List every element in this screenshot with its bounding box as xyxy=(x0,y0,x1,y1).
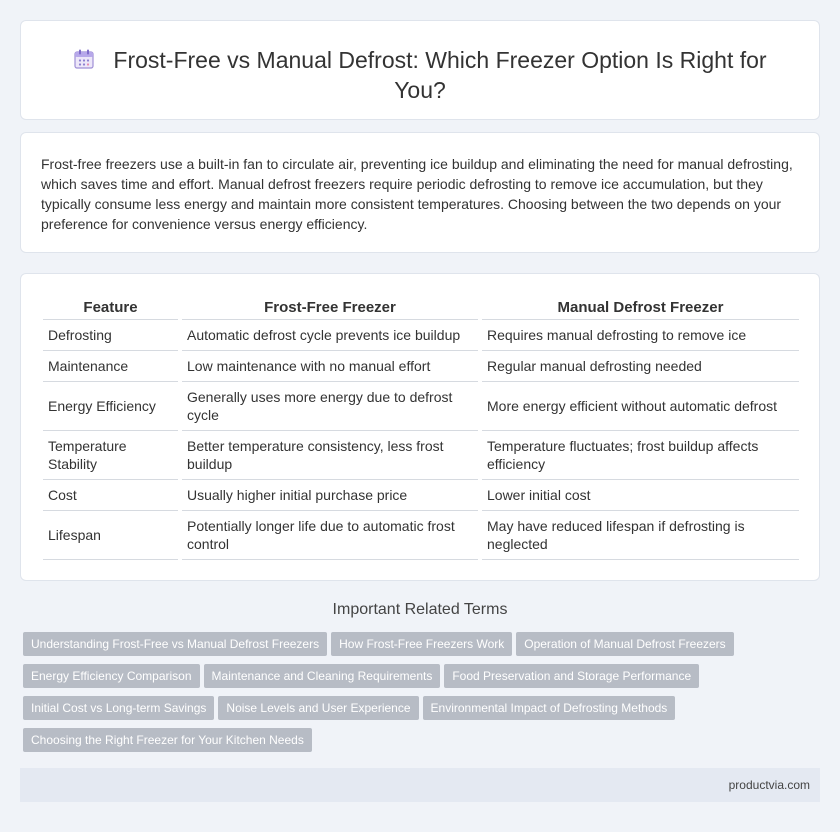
table-cell: Low maintenance with no manual effort xyxy=(182,351,478,382)
table-row xyxy=(43,511,799,560)
page-title: Frost-Free vs Manual Defrost: Which Freezer Option Is Right for You? xyxy=(113,47,767,103)
intro-paragraph: Frost-free freezers use a built-in fan to circulate air, preventing ice buildup and eliminating the need for manual defrosting, which saves time and effort. Manual defrost freezers require periodic defrosting to remove ice accumulation, but they typically consume less energy and maintain more consistent temperatures. Choosing between the two depends on your preference for convenience versus energy efficiency. xyxy=(41,156,793,232)
comparison-table xyxy=(43,296,799,560)
table-row xyxy=(43,431,799,480)
table-cell: Automatic defrost cycle prevents ice buildup xyxy=(182,320,478,351)
related-term-tag[interactable]: Choosing the Right Freezer for Your Kitchen Needs xyxy=(23,728,312,752)
related-term-tag[interactable]: Food Preservation and Storage Performance xyxy=(444,664,699,688)
table-cell: Temperature fluctuates; frost buildup affects efficiency xyxy=(482,431,799,480)
related-term-tag[interactable]: Understanding Frost-Free vs Manual Defrost Freezers xyxy=(23,632,327,656)
intro-card xyxy=(20,132,820,253)
table-cell: Temperature Stability xyxy=(43,431,178,480)
table-cell: Generally uses more energy due to defrost cycle xyxy=(182,382,478,431)
table-row xyxy=(43,320,799,351)
related-term-tag[interactable]: Energy Efficiency Comparison xyxy=(23,664,200,688)
title-card xyxy=(20,20,820,120)
calendar-icon xyxy=(73,48,95,70)
related-term-tag[interactable]: Environmental Impact of Defrosting Methods xyxy=(423,696,676,720)
table-cell: Lifespan xyxy=(43,511,178,560)
table-header-row xyxy=(43,296,799,320)
table-cell: Energy Efficiency xyxy=(43,382,178,431)
table-cell: More energy efficient without automatic defrost xyxy=(482,382,799,431)
table-row xyxy=(43,480,799,511)
related-term-tag[interactable]: Operation of Manual Defrost Freezers xyxy=(516,632,733,656)
table-cell: Requires manual defrosting to remove ice xyxy=(482,320,799,351)
table-cell: Regular manual defrosting needed xyxy=(482,351,799,382)
table-cell: May have reduced lifespan if defrosting is neglected xyxy=(482,511,799,560)
table-cell: Cost xyxy=(43,480,178,511)
related-term-tag[interactable]: Noise Levels and User Experience xyxy=(218,696,418,720)
title-wrap xyxy=(21,45,819,105)
table-cell: Maintenance xyxy=(43,351,178,382)
table-cell: Lower initial cost xyxy=(482,480,799,511)
site-link[interactable]: productvia.com xyxy=(728,778,810,792)
table-row xyxy=(43,382,799,431)
table-row xyxy=(43,351,799,382)
related-terms-list xyxy=(23,632,823,760)
column-header: Manual Defrost Freezer xyxy=(482,296,799,320)
table-cell: Potentially longer life due to automatic frost control xyxy=(182,511,478,560)
related-terms-heading: Important Related Terms xyxy=(332,601,508,618)
footer xyxy=(20,768,820,802)
related-term-tag[interactable]: How Frost-Free Freezers Work xyxy=(331,632,512,656)
table-cell: Defrosting xyxy=(43,320,178,351)
related-term-tag[interactable]: Maintenance and Cleaning Requirements xyxy=(204,664,441,688)
table-cell: Usually higher initial purchase price xyxy=(182,480,478,511)
column-header: Frost-Free Freezer xyxy=(182,296,478,320)
column-header: Feature xyxy=(43,296,178,320)
table-cell: Better temperature consistency, less frost buildup xyxy=(182,431,478,480)
related-term-tag[interactable]: Initial Cost vs Long-term Savings xyxy=(23,696,214,720)
comparison-card xyxy=(20,273,820,581)
